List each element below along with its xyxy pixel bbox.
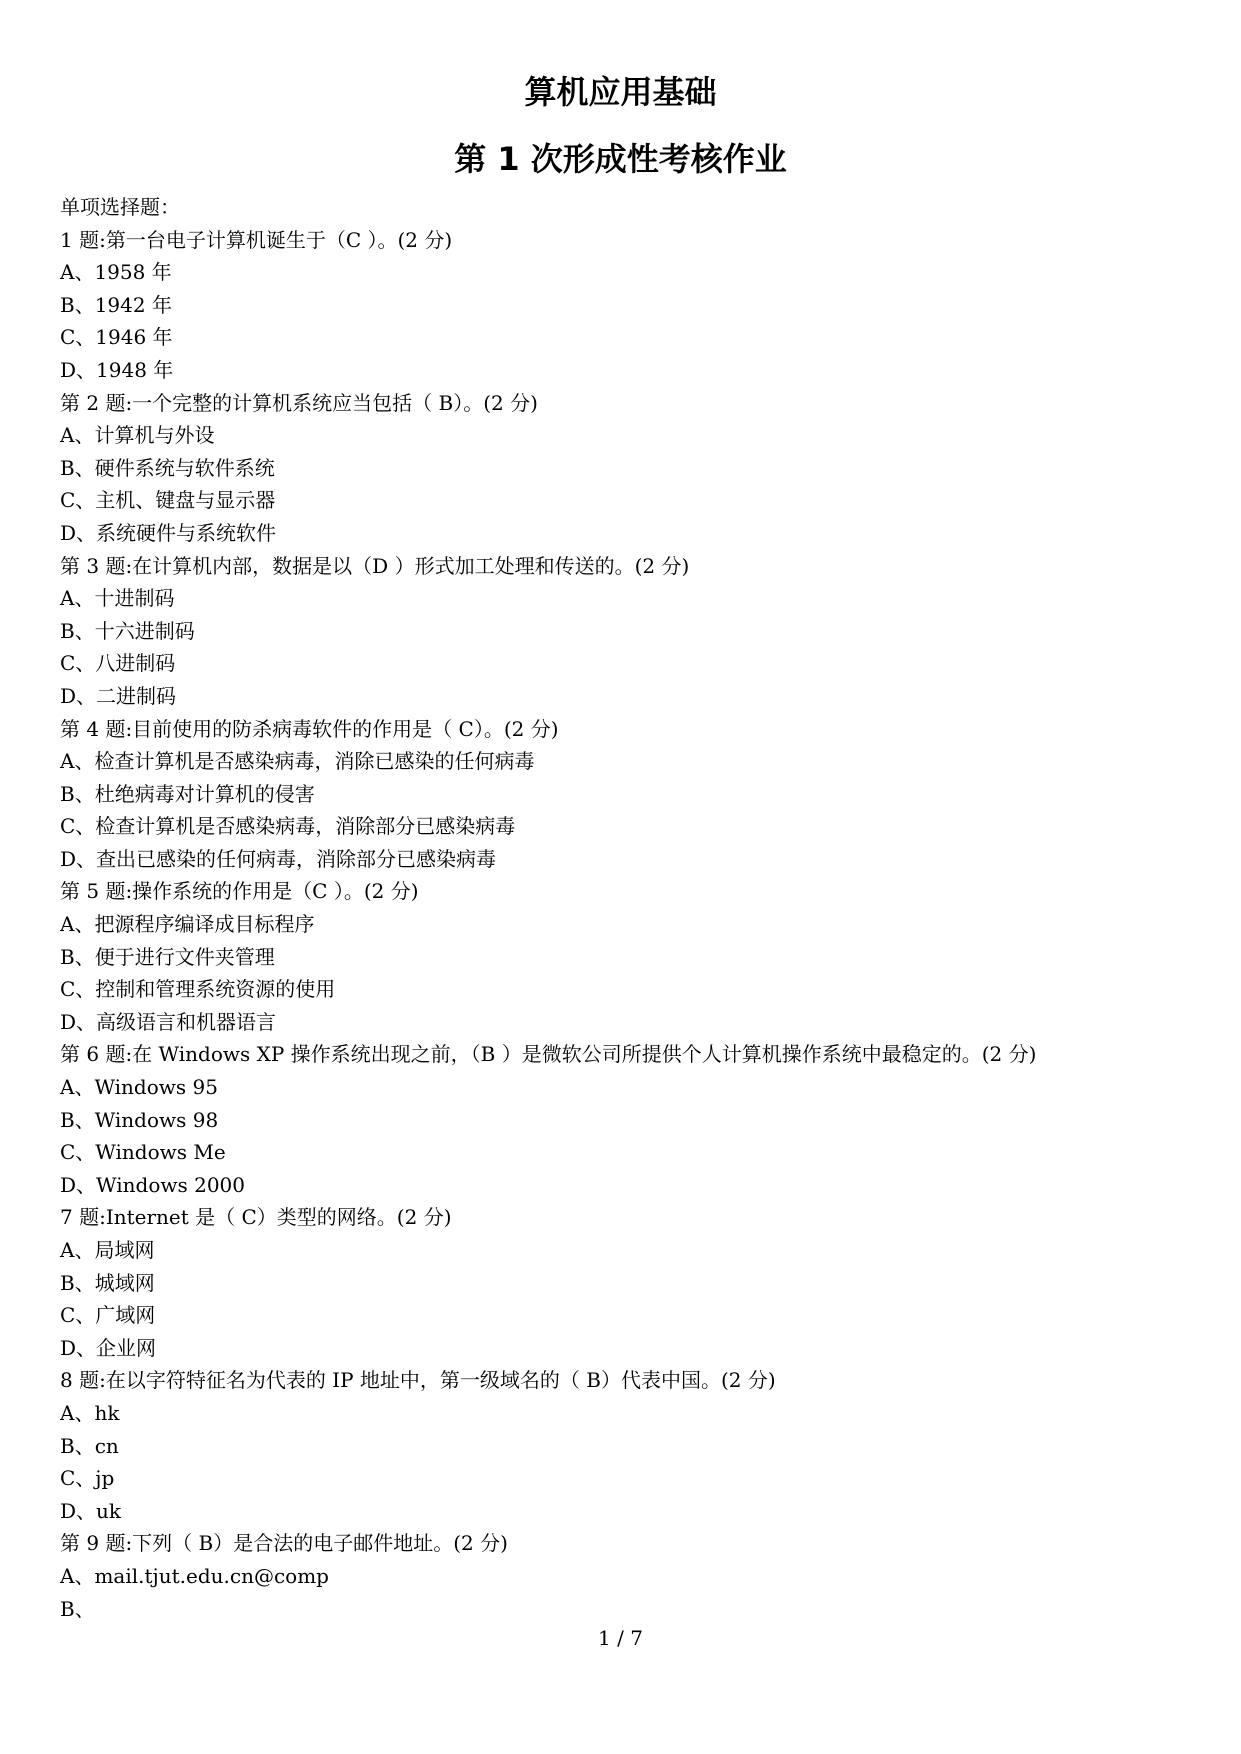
question-5 (60, 875, 1210, 1038)
option-d: D、二进制码 (60, 683, 177, 708)
question-stem: 第 6 题:在 Windows XP 操作系统出现之前，（B ）是微软公司所提供个人计算机操作系统中最稳定的。(2 分) (60, 1042, 1037, 1067)
question-6 (60, 1038, 1210, 1201)
option-c: C、检查计算机是否感染病毒，消除部分已感染病毒 (60, 814, 516, 839)
question-stem: 1 题:第一台电子计算机诞生于（C ）。(2 分) (60, 227, 453, 252)
option-d: D、Windows 2000 (60, 1172, 245, 1197)
section-label: 单项选择题： (60, 195, 180, 219)
question-stem: 第 9 题:下列（ B）是合法的电子邮件地址。(2 分) (60, 1531, 508, 1556)
option-b: B、城域网 (60, 1270, 155, 1295)
question-3 (60, 550, 1210, 713)
option-a: A、检查计算机是否感染病毒，消除已感染的任何病毒 (60, 749, 535, 774)
question-9 (60, 1527, 1210, 1625)
question-stem: 第 2 题:一个完整的计算机系统应当包括（ B）。(2 分) (60, 390, 538, 415)
option-a: A、把源程序编译成目标程序 (60, 912, 315, 937)
question-stem: 第 4 题:目前使用的防杀病毒软件的作用是（ C）。(2 分) (60, 716, 559, 741)
option-a: A、hk (60, 1400, 120, 1425)
option-c: C、1946 年 (60, 325, 173, 350)
option-a: A、十进制码 (60, 586, 175, 611)
question-stem: 7 题:Internet 是（ C）类型的网络。(2 分) (60, 1205, 452, 1230)
option-d: D、查出已感染的任何病毒，消除部分已感染病毒 (60, 846, 497, 871)
option-b: B、十六进制码 (60, 618, 195, 643)
option-a: A、计算机与外设 (60, 423, 215, 448)
option-c: C、jp (60, 1466, 115, 1491)
option-d: D、高级语言和机器语言 (60, 1009, 277, 1034)
option-c: C、控制和管理系统资源的使用 (60, 977, 336, 1002)
question-stem: 第 5 题:操作系统的作用是（C ）。(2 分) (60, 879, 419, 904)
option-c: C、广域网 (60, 1303, 156, 1328)
option-b: B、 (60, 1596, 95, 1621)
option-d: D、企业网 (60, 1335, 157, 1360)
option-c: C、主机、键盘与显示器 (60, 488, 276, 513)
option-b: B、硬件系统与软件系统 (60, 455, 275, 480)
option-a: A、局域网 (60, 1238, 155, 1262)
question-1 (60, 224, 1210, 387)
option-c: C、八进制码 (60, 651, 176, 676)
page-number: 1 / 7 (598, 1626, 643, 1650)
option-a: A、1958 年 (60, 260, 172, 285)
option-a: A、Windows 95 (60, 1075, 218, 1100)
option-d: D、1948 年 (60, 357, 174, 382)
option-d: D、uk (60, 1498, 122, 1523)
option-b: B、Windows 98 (60, 1107, 219, 1132)
option-b: B、1942 年 (60, 292, 172, 317)
question-2 (60, 387, 1210, 550)
option-b: B、便于进行文件夹管理 (60, 944, 275, 969)
question-stem: 第 3 题:在计算机内部，数据是以（D ）形式加工处理和传送的。(2 分) (60, 553, 690, 578)
question-list (60, 191, 1210, 1625)
option-d: D、系统硬件与系统软件 (60, 520, 277, 545)
question-8 (60, 1364, 1210, 1527)
document-title: 算机应用基础 (524, 73, 717, 111)
option-a: A、mail.tjut.edu.cn@comp (60, 1563, 329, 1588)
question-7 (60, 1201, 1210, 1364)
question-stem: 8 题:在以字符特征名为代表的 IP 地址中，第一级域名的（ B）代表中国。(2 分) (60, 1368, 776, 1393)
question-4 (60, 713, 1210, 876)
option-b: B、杜绝病毒对计算机的侵害 (60, 781, 315, 806)
option-c: C、Windows Me (60, 1140, 226, 1165)
document-subtitle: 第 1 次形成性考核作业 (454, 140, 787, 178)
option-b: B、cn (60, 1433, 119, 1458)
